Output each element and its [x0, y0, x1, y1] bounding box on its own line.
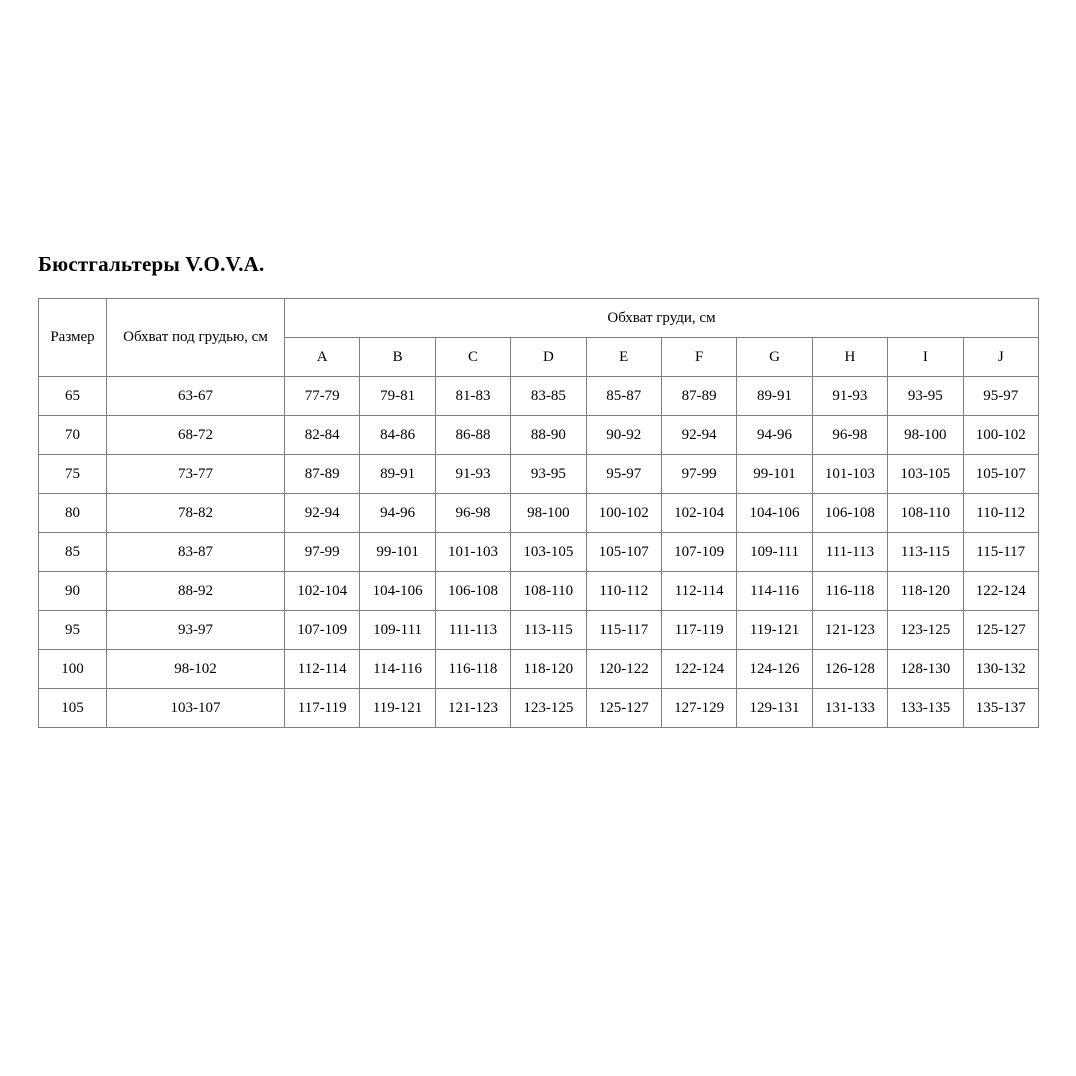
- cell-size: 85: [39, 533, 107, 572]
- cell-cup-E: 120-122: [586, 650, 661, 689]
- header-cup-A: A: [285, 338, 360, 377]
- table-header-row-1: [39, 299, 1039, 338]
- cell-cup-I: 93-95: [888, 377, 963, 416]
- bra-size-chart-table: [38, 298, 1039, 728]
- cell-cup-H: 101-103: [812, 455, 887, 494]
- cell-cup-A: 82-84: [285, 416, 360, 455]
- cell-cup-D: 88-90: [511, 416, 586, 455]
- cell-cup-D: 98-100: [511, 494, 586, 533]
- cell-cup-J: 110-112: [963, 494, 1038, 533]
- cell-cup-G: 99-101: [737, 455, 812, 494]
- cell-cup-A: 117-119: [285, 689, 360, 728]
- cell-cup-H: 106-108: [812, 494, 887, 533]
- cell-cup-J: 135-137: [963, 689, 1038, 728]
- cell-cup-F: 107-109: [661, 533, 736, 572]
- cell-cup-E: 125-127: [586, 689, 661, 728]
- cell-cup-H: 111-113: [812, 533, 887, 572]
- cell-cup-G: 89-91: [737, 377, 812, 416]
- cell-cup-G: 109-111: [737, 533, 812, 572]
- cell-size: 95: [39, 611, 107, 650]
- cell-cup-I: 123-125: [888, 611, 963, 650]
- cell-underbust: 98-102: [107, 650, 285, 689]
- header-cup-C: C: [435, 338, 510, 377]
- table-row-size-75: [39, 455, 1039, 494]
- cell-cup-A: 77-79: [285, 377, 360, 416]
- cell-cup-E: 105-107: [586, 533, 661, 572]
- cell-cup-A: 102-104: [285, 572, 360, 611]
- cell-cup-B: 84-86: [360, 416, 435, 455]
- cell-cup-F: 112-114: [661, 572, 736, 611]
- cell-cup-B: 79-81: [360, 377, 435, 416]
- cell-cup-J: 105-107: [963, 455, 1038, 494]
- cell-cup-F: 97-99: [661, 455, 736, 494]
- header-cup-H: H: [812, 338, 887, 377]
- table-row-size-90: [39, 572, 1039, 611]
- cell-cup-F: 102-104: [661, 494, 736, 533]
- cell-cup-C: 101-103: [435, 533, 510, 572]
- cell-cup-D: 123-125: [511, 689, 586, 728]
- cell-underbust: 83-87: [107, 533, 285, 572]
- cell-cup-B: 89-91: [360, 455, 435, 494]
- cell-cup-G: 94-96: [737, 416, 812, 455]
- cell-cup-F: 87-89: [661, 377, 736, 416]
- cell-cup-B: 119-121: [360, 689, 435, 728]
- table-row-size-85: [39, 533, 1039, 572]
- cell-cup-I: 118-120: [888, 572, 963, 611]
- cell-underbust: 103-107: [107, 689, 285, 728]
- cell-cup-C: 111-113: [435, 611, 510, 650]
- cell-cup-D: 103-105: [511, 533, 586, 572]
- cell-cup-E: 90-92: [586, 416, 661, 455]
- cell-cup-C: 106-108: [435, 572, 510, 611]
- cell-underbust: 78-82: [107, 494, 285, 533]
- header-cup-F: F: [661, 338, 736, 377]
- header-size: Размер: [39, 299, 107, 377]
- cell-underbust: 88-92: [107, 572, 285, 611]
- cell-cup-A: 92-94: [285, 494, 360, 533]
- header-cup-I: I: [888, 338, 963, 377]
- cell-cup-A: 87-89: [285, 455, 360, 494]
- cell-cup-H: 116-118: [812, 572, 887, 611]
- cell-cup-H: 91-93: [812, 377, 887, 416]
- cell-cup-B: 104-106: [360, 572, 435, 611]
- cell-cup-C: 116-118: [435, 650, 510, 689]
- table-body: [39, 377, 1039, 728]
- cell-cup-C: 121-123: [435, 689, 510, 728]
- cell-cup-A: 107-109: [285, 611, 360, 650]
- cell-cup-I: 103-105: [888, 455, 963, 494]
- cell-cup-F: 127-129: [661, 689, 736, 728]
- cell-cup-F: 92-94: [661, 416, 736, 455]
- cell-cup-F: 122-124: [661, 650, 736, 689]
- cell-cup-D: 118-120: [511, 650, 586, 689]
- cell-cup-H: 131-133: [812, 689, 887, 728]
- cell-size: 70: [39, 416, 107, 455]
- cell-cup-B: 114-116: [360, 650, 435, 689]
- cell-cup-C: 86-88: [435, 416, 510, 455]
- cell-cup-E: 85-87: [586, 377, 661, 416]
- cell-cup-I: 128-130: [888, 650, 963, 689]
- cell-cup-G: 114-116: [737, 572, 812, 611]
- cell-cup-D: 93-95: [511, 455, 586, 494]
- page-title: Бюстгальтеры V.O.V.A.: [38, 252, 265, 276]
- cell-cup-F: 117-119: [661, 611, 736, 650]
- cell-size: 75: [39, 455, 107, 494]
- cell-cup-G: 104-106: [737, 494, 812, 533]
- cell-underbust: 63-67: [107, 377, 285, 416]
- cell-cup-H: 96-98: [812, 416, 887, 455]
- table-row-size-65: [39, 377, 1039, 416]
- cell-underbust: 73-77: [107, 455, 285, 494]
- cell-cup-E: 100-102: [586, 494, 661, 533]
- table-row-size-100: [39, 650, 1039, 689]
- cell-cup-I: 113-115: [888, 533, 963, 572]
- cell-size: 80: [39, 494, 107, 533]
- cell-cup-J: 100-102: [963, 416, 1038, 455]
- cell-cup-A: 112-114: [285, 650, 360, 689]
- cell-cup-J: 130-132: [963, 650, 1038, 689]
- table-row-size-80: [39, 494, 1039, 533]
- header-cup-G: G: [737, 338, 812, 377]
- table-row-size-105: [39, 689, 1039, 728]
- cell-cup-B: 99-101: [360, 533, 435, 572]
- cell-cup-J: 95-97: [963, 377, 1038, 416]
- cell-cup-G: 124-126: [737, 650, 812, 689]
- table-row-size-95: [39, 611, 1039, 650]
- cell-size: 65: [39, 377, 107, 416]
- cell-cup-E: 110-112: [586, 572, 661, 611]
- cell-cup-B: 94-96: [360, 494, 435, 533]
- cell-cup-J: 115-117: [963, 533, 1038, 572]
- cell-cup-I: 98-100: [888, 416, 963, 455]
- cell-cup-I: 108-110: [888, 494, 963, 533]
- header-bust: Обхват груди, см: [285, 299, 1039, 338]
- cell-size: 100: [39, 650, 107, 689]
- cell-cup-C: 91-93: [435, 455, 510, 494]
- cell-cup-E: 115-117: [586, 611, 661, 650]
- table-header: [39, 299, 1039, 377]
- table-row-size-70: [39, 416, 1039, 455]
- cell-cup-J: 122-124: [963, 572, 1038, 611]
- cell-cup-B: 109-111: [360, 611, 435, 650]
- cell-size: 90: [39, 572, 107, 611]
- cell-cup-D: 108-110: [511, 572, 586, 611]
- cell-underbust: 93-97: [107, 611, 285, 650]
- cell-cup-G: 129-131: [737, 689, 812, 728]
- cell-cup-I: 133-135: [888, 689, 963, 728]
- cell-size: 105: [39, 689, 107, 728]
- cell-cup-E: 95-97: [586, 455, 661, 494]
- cell-cup-D: 83-85: [511, 377, 586, 416]
- cell-cup-D: 113-115: [511, 611, 586, 650]
- cell-cup-H: 121-123: [812, 611, 887, 650]
- cell-cup-J: 125-127: [963, 611, 1038, 650]
- header-cup-J: J: [963, 338, 1038, 377]
- header-cup-B: B: [360, 338, 435, 377]
- cell-cup-A: 97-99: [285, 533, 360, 572]
- cell-cup-H: 126-128: [812, 650, 887, 689]
- cell-underbust: 68-72: [107, 416, 285, 455]
- cell-cup-G: 119-121: [737, 611, 812, 650]
- header-cup-D: D: [511, 338, 586, 377]
- header-cup-E: E: [586, 338, 661, 377]
- cell-cup-C: 96-98: [435, 494, 510, 533]
- header-underbust: Обхват под грудью, см: [107, 299, 285, 377]
- cell-cup-C: 81-83: [435, 377, 510, 416]
